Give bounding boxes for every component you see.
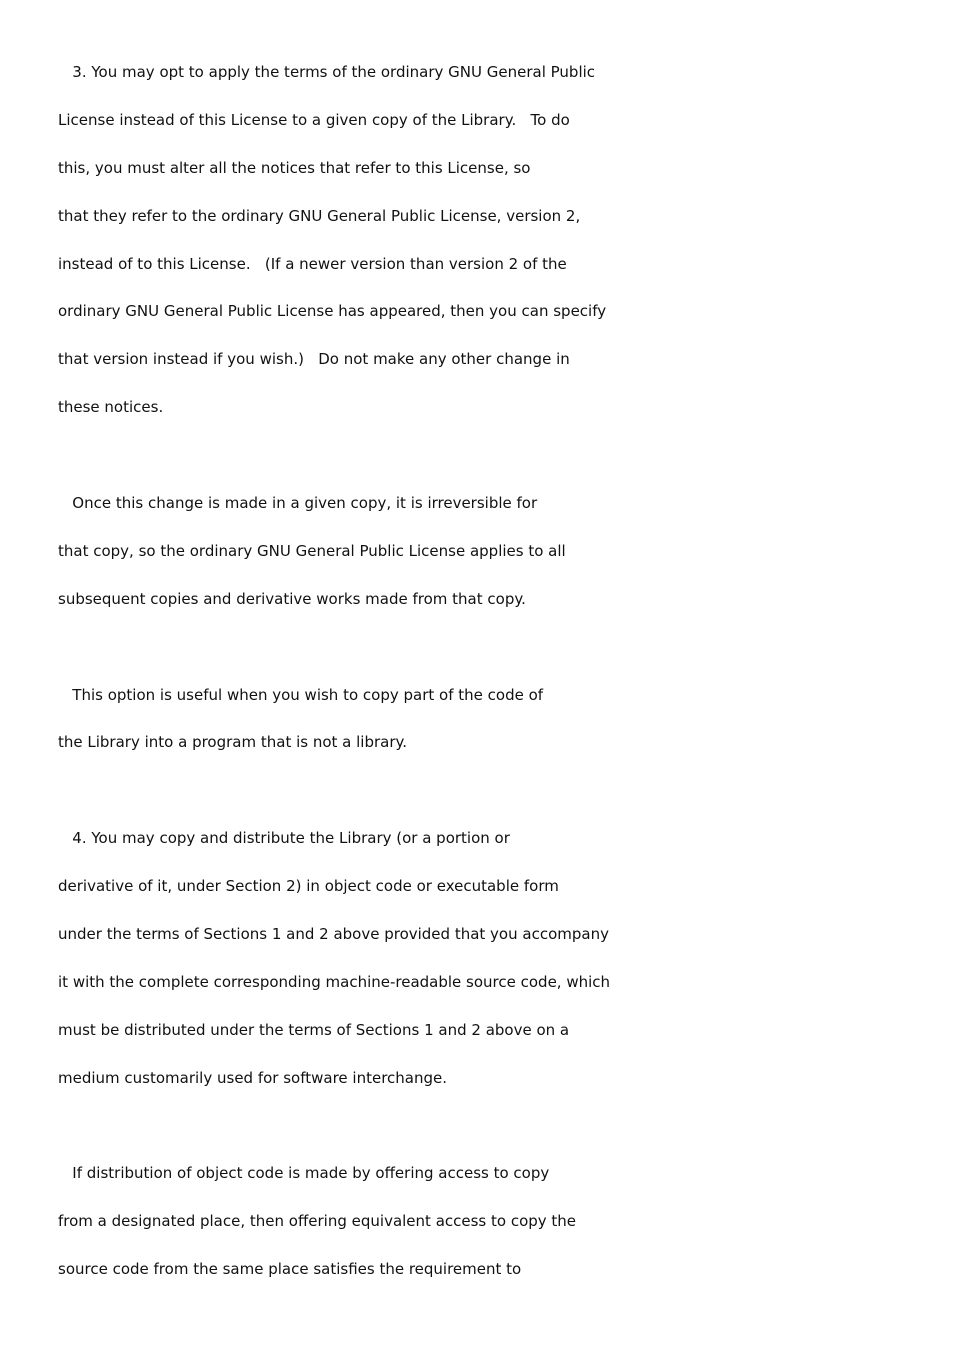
text-line: this, you must alter all the notices that refer to this License, so xyxy=(58,158,531,177)
text-line: 4. You may copy and distribute the Library (or a portion or xyxy=(58,829,510,848)
paragraph-section-3 xyxy=(58,58,918,441)
text-line: medium customarily used for software interchange. xyxy=(58,1068,448,1087)
text-line: ordinary GNU General Public License has appeared, then you can specify xyxy=(58,302,607,321)
text-line: derivative of it, under Section 2) in object code or executable form xyxy=(58,877,559,896)
paragraph-section-4 xyxy=(58,824,918,1111)
text-line: instead of to this License. (If a newer version than version 2 of the xyxy=(58,254,567,273)
text-line: must be distributed under the terms of Sections 1 and 2 above on a xyxy=(58,1020,570,1039)
text-line: that version instead if you wish.) Do not make any other change in xyxy=(58,350,570,369)
paragraph-spacer xyxy=(58,633,918,681)
paragraph-option-useful xyxy=(58,681,918,777)
text-line: This option is useful when you wish to copy part of the code of xyxy=(58,685,544,704)
text-line: 3. You may opt to apply the terms of the ordinary GNU General Public xyxy=(58,63,596,81)
text-line: the Library into a program that is not a library. xyxy=(58,733,408,752)
paragraph-irreversible xyxy=(58,489,918,633)
paragraph-object-code-distribution xyxy=(58,1159,918,1303)
text-line: Once this change is made in a given copy, it is irreversible for xyxy=(58,494,538,513)
text-line: under the terms of Sections 1 and 2 above provided that you accompany xyxy=(58,925,609,944)
paragraph-spacer xyxy=(58,1112,918,1160)
text-line: these notices. xyxy=(58,398,164,417)
document-page xyxy=(58,58,918,1303)
text-line: If distribution of object code is made by offering access to copy xyxy=(58,1164,550,1183)
text-line: from a designated place, then offering equivalent access to copy the xyxy=(58,1212,577,1231)
text-line: it with the complete corresponding machine-readable source code, which xyxy=(58,972,611,991)
text-line: source code from the same place satisfies the requirement to xyxy=(58,1260,522,1279)
text-line: that copy, so the ordinary GNU General Public License applies to all xyxy=(58,541,566,560)
paragraph-spacer xyxy=(58,776,918,824)
text-line: subsequent copies and derivative works made from that copy. xyxy=(58,589,526,608)
text-line: License instead of this License to a given copy of the Library. To do xyxy=(58,110,570,129)
text-line: that they refer to the ordinary GNU General Public License, version 2, xyxy=(58,206,581,225)
paragraph-spacer xyxy=(58,441,918,489)
